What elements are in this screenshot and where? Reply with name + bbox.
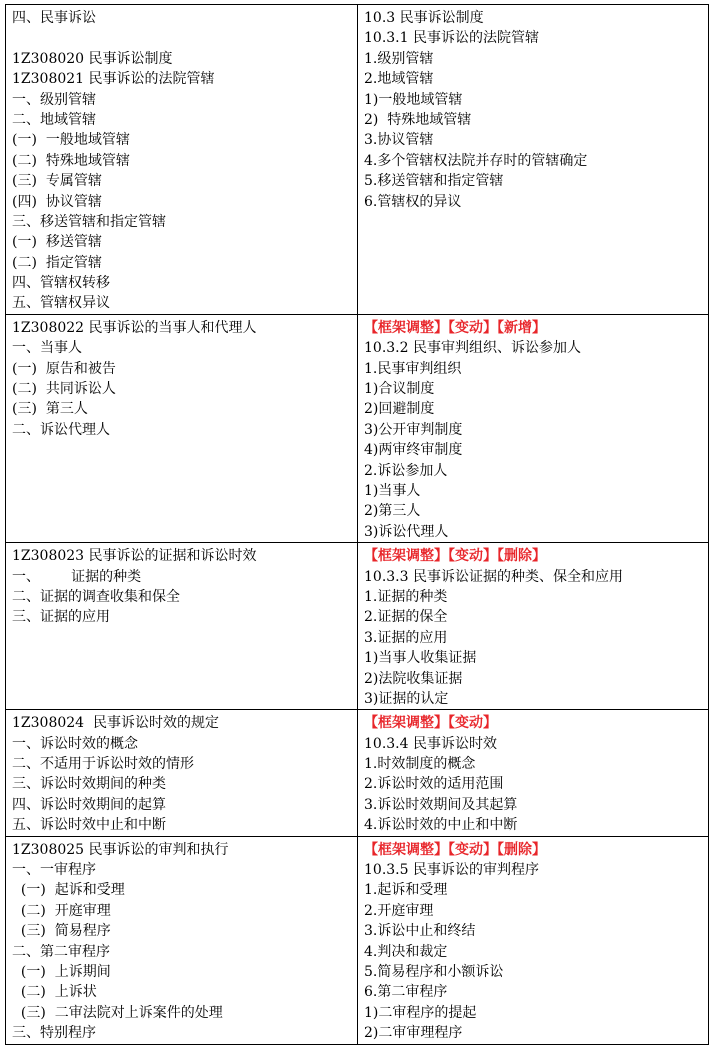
outline-line: 10.3.4 民事诉讼时效 — [364, 735, 497, 752]
table-row — [6, 543, 709, 710]
outline-line: (三) 专属管辖 — [12, 173, 102, 190]
outline-line: (二) 开庭审理 — [12, 902, 111, 919]
outline-line: 5.移送管辖和指定管辖 — [364, 173, 504, 190]
outline-line: 一、 证据的种类 — [12, 568, 142, 585]
outline-line: 二、第二审程序 — [12, 943, 110, 960]
outline-line: 1Z308022 民事诉讼的当事人和代理人 — [12, 319, 257, 336]
change-tag: 【框架调整】【变动】【新增】 — [364, 319, 546, 336]
outline-line: 3)公开审判制度 — [364, 421, 463, 438]
outline-line: (一) 移送管辖 — [12, 234, 102, 251]
outline-line: 1)合议制度 — [364, 381, 435, 398]
change-tag: 【框架调整】【变动】【删除】 — [364, 841, 546, 858]
outline-line: 1Z308024 民事诉讼时效的规定 — [12, 715, 219, 732]
outline-line: 1.证据的种类 — [364, 588, 448, 605]
old-syllabus-cell — [6, 836, 358, 1044]
outline-line: 4.多个管辖权法院并存时的管辖确定 — [364, 152, 588, 169]
outline-line: 1Z308021 民事诉讼的法院管辖 — [12, 71, 215, 88]
outline-line: 3.协议管辖 — [364, 132, 434, 149]
old-syllabus-cell — [6, 543, 358, 710]
outline-line: 1)二审程序的提起 — [364, 1004, 477, 1021]
outline-line: 1)当事人 — [364, 482, 421, 499]
outline-line: 1Z308023 民事诉讼的证据和诉讼时效 — [12, 548, 257, 565]
comparison-table-body — [6, 5, 709, 1045]
outline-line: 二、证据的调查收集和保全 — [12, 588, 180, 605]
outline-line: 2.诉讼时效的适用范围 — [364, 776, 504, 793]
outline-line: (一) 一般地域管辖 — [12, 132, 130, 149]
outline-line: 1.起诉和受理 — [364, 882, 448, 899]
outline-line: 五、管辖权异议 — [12, 295, 110, 312]
outline-line: 一、一审程序 — [12, 862, 96, 879]
outline-line: (三) 第三人 — [12, 401, 88, 418]
outline-line: 三、证据的应用 — [12, 609, 110, 626]
outline-line: 2.开庭审理 — [364, 902, 434, 919]
outline-line: 二、诉讼代理人 — [12, 421, 110, 438]
outline-line: (一) 原告和被告 — [12, 360, 116, 377]
outline-line: 一、级别管辖 — [12, 91, 96, 108]
outline-line: 四、诉讼时效期间的起算 — [12, 796, 166, 813]
outline-line: 2)二审审理程序 — [364, 1025, 463, 1042]
outline-line: 2.证据的保全 — [364, 609, 448, 626]
outline-line: (二) 特殊地域管辖 — [12, 152, 130, 169]
outline-line: 10.3.1 民事诉讼的法院管辖 — [364, 30, 539, 47]
outline-line: (二) 共同诉讼人 — [12, 381, 116, 398]
change-tag: 【框架调整】【变动】【删除】 — [364, 548, 546, 565]
outline-line: 2.地域管辖 — [364, 71, 434, 88]
outline-line: 3.诉讼时效期间及其起算 — [364, 796, 518, 813]
outline-line: 1Z308025 民事诉讼的审判和执行 — [12, 841, 229, 858]
old-syllabus-cell — [6, 5, 358, 315]
outline-line: 10.3.2 民事审判组织、诉讼参加人 — [364, 340, 581, 357]
outline-line: 四、管辖权转移 — [12, 275, 110, 292]
outline-line: 四、民事诉讼 — [12, 10, 96, 26]
outline-line: 4)两审终审制度 — [364, 442, 463, 459]
outline-line: 2) 特殊地域管辖 — [364, 111, 472, 128]
outline-line: 10.3.3 民事诉讼证据的种类、保全和应用 — [364, 568, 623, 585]
table-row — [6, 836, 709, 1044]
table-row — [6, 5, 709, 315]
outline-line: 4.诉讼时效的中止和中断 — [364, 817, 518, 834]
table-row — [6, 314, 709, 542]
outline-line: 一、诉讼时效的概念 — [12, 735, 138, 752]
new-syllabus-cell — [358, 5, 709, 315]
outline-line: 1.级别管辖 — [364, 50, 434, 67]
outline-line: 一、当事人 — [12, 340, 82, 357]
outline-line: 1)一般地域管辖 — [364, 91, 463, 108]
outline-line: 五、诉讼时效中止和中断 — [12, 817, 166, 834]
outline-line: (三) 二审法院对上诉案件的处理 — [12, 1004, 223, 1021]
outline-line: (四) 协议管辖 — [12, 193, 102, 210]
outline-line: 1.时效制度的概念 — [364, 756, 476, 773]
outline-line: 2)法院收集证据 — [364, 670, 463, 687]
outline-line: (三) 简易程序 — [12, 923, 111, 940]
outline-line: (二) 指定管辖 — [12, 254, 102, 271]
outline-line: 三、移送管辖和指定管辖 — [12, 213, 166, 230]
new-syllabus-cell — [358, 710, 709, 836]
outline-line: 6.第二审程序 — [364, 984, 448, 1001]
outline-line: 3.诉讼中止和终结 — [364, 923, 476, 940]
outline-line: 三、特别程序 — [12, 1025, 96, 1042]
outline-line: 5.简易程序和小额诉讼 — [364, 963, 504, 980]
comparison-table — [5, 4, 709, 1045]
old-syllabus-cell — [6, 710, 358, 836]
outline-line: 2)第三人 — [364, 503, 421, 520]
outline-line: (一) 上诉期间 — [12, 963, 111, 980]
outline-line: 三、诉讼时效期间的种类 — [12, 776, 166, 793]
outline-line: 二、不适用于诉讼时效的情形 — [12, 756, 194, 773]
new-syllabus-cell — [358, 836, 709, 1044]
outline-line: 2.诉讼参加人 — [364, 462, 448, 479]
outline-line: 1Z308020 民事诉讼制度 — [12, 50, 173, 67]
new-syllabus-cell — [358, 314, 709, 542]
outline-line: 10.3.5 民事诉讼的审判程序 — [364, 862, 539, 879]
outline-line: 2)回避制度 — [364, 401, 435, 418]
outline-line: (二) 上诉状 — [12, 984, 97, 1001]
outline-line: 二、地域管辖 — [12, 111, 96, 128]
new-syllabus-cell — [358, 543, 709, 710]
outline-line: (一) 起诉和受理 — [12, 882, 125, 899]
outline-line: 3.证据的应用 — [364, 629, 448, 646]
change-tag: 【框架调整】【变动】 — [364, 715, 497, 732]
outline-line: 4.判决和裁定 — [364, 943, 448, 960]
outline-line — [12, 28, 351, 48]
outline-line: 3)诉讼代理人 — [364, 523, 449, 540]
outline-line: 1.民事审判组织 — [364, 360, 462, 377]
outline-line: 10.3 民事诉讼制度 — [364, 10, 484, 26]
old-syllabus-cell — [6, 314, 358, 542]
outline-line: 1)当事人收集证据 — [364, 650, 477, 667]
table-row — [6, 710, 709, 836]
outline-line: 6.管辖权的异议 — [364, 193, 462, 210]
outline-line: 3)证据的认定 — [364, 690, 449, 707]
